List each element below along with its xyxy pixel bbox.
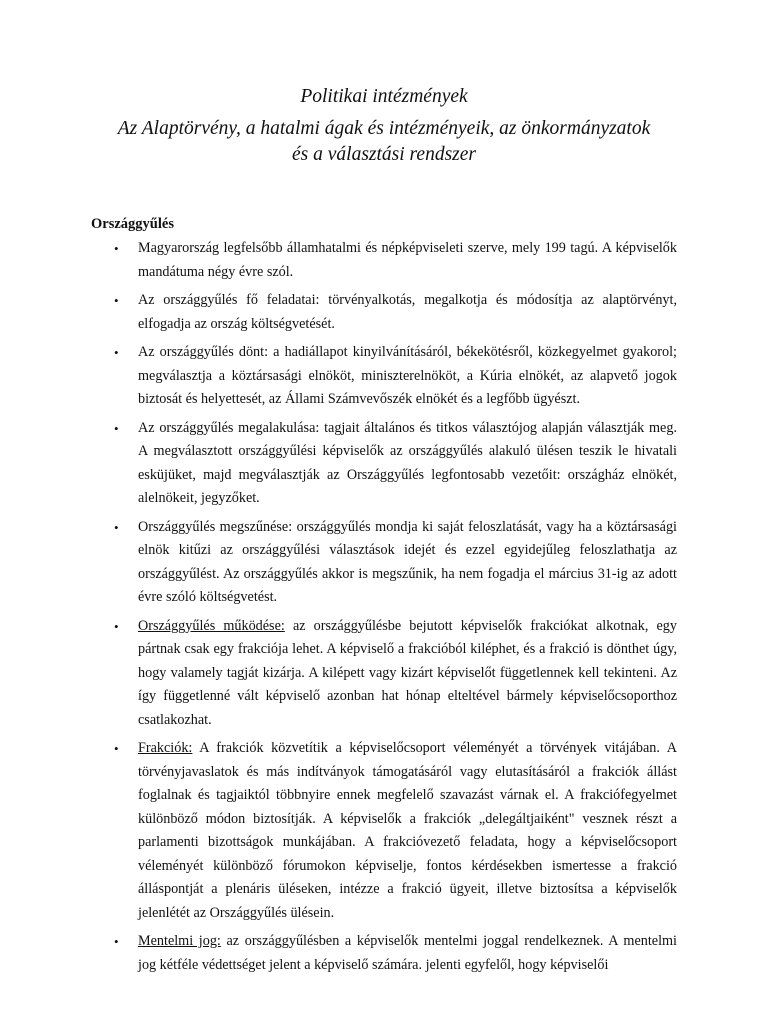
item-lead: Frakciók:: [138, 740, 193, 756]
list-item: [0, 930, 768, 977]
list-item-text: [138, 516, 677, 610]
bullet-icon: •: [114, 345, 119, 360]
bullet-icon: •: [114, 618, 119, 634]
list-item-text: [138, 341, 677, 412]
document-subtitle-line-1: Az Alaptörvény, a hatalmi ágak és intézményeik, az önkormányzatok: [117, 118, 651, 139]
item-body: Magyarország legfelsőbb államhatalmi és népképviseleti szerve, mely 199 tagú. A képviselők mandátuma négy évre szól.: [138, 240, 677, 280]
bullet-icon: •: [114, 519, 119, 535]
list-item: [0, 289, 768, 336]
item-lead: Országgyűlés működése:: [138, 617, 285, 634]
bullet-icon: •: [114, 293, 119, 308]
item-body: az országgyűlésbe bejutott képviselők frakciókat alkotnak, egy pártnak csak egy frakciója lehet. A képviselő a frakcióból kiléphet, és a frakció is dönthet úgy, hogy valamely tagját kizárja. A kilépett vagy kizárt képviselőt függetlennek kell tekinteni. Az így függetlenné vált képviselő azonban hat hónap elteltével bármely képviselőcsoporthoz csatlakozhat.: [138, 617, 677, 728]
list-item: [0, 237, 768, 284]
item-lead: Mentelmi jog:: [138, 933, 221, 949]
bullet-icon: •: [114, 241, 119, 256]
item-body: az országgyűlésben a képviselők mentelmi joggal rendelkeznek. A mentelmi jog kétféle védettséget jelent a képviselő számára. jelenti egyfelől, hogy képviselői: [138, 933, 677, 973]
document-subtitle-line-2: és a választási rendszer: [292, 144, 476, 165]
list-item: [0, 516, 768, 610]
list-item-text: [138, 615, 677, 733]
list-item-text: [138, 237, 677, 284]
list-item: [0, 615, 768, 733]
list-item-text: [138, 289, 677, 336]
item-body: A frakciók közvetítik a képviselőcsoport véleményét a törvények vitájában. A törvényjavaslatok és más indítványok támogatásáról vagy elutasításáról a frakciók állást foglalnak és tagjaiktól többnyire ennek megfelelő szavazást várnak el. A frakciófegyelmet különböző módon biztosítják. A képviselők a frakciók „delegáltjaiként" vesznek részt a parlamenti bizottságok munkájában. A frakcióvezető feladata, hogy a képviselőcsoport véleményét különböző fórumokon képviselje, fontos kérdésekben ismertesse a frakció álláspontját a plenáris üléseken, intézze a frakció ügyeit, illetve biztosítsa a képviselők jelenlétét az Országgyűlés ülésein.: [138, 740, 677, 921]
list-item: [0, 341, 768, 412]
list-item-text: [138, 737, 677, 925]
item-body: Az országgyűlés megalakulása: tagjait általános és titkos választójog alapján választják meg. A megválasztott országgyűlési képviselők az országgyűlés alakuló ülésen teszik le hivatali esküjüket, majd megválasztják az Országgyűlés legfontosabb vezetőit: országház elnökét, alelnökeit, jegyzőket.: [138, 419, 677, 506]
list-item-text: [138, 417, 677, 511]
bullet-icon: •: [114, 741, 119, 756]
bullet-list: [0, 237, 768, 982]
bullet-icon: •: [114, 934, 119, 949]
bullet-icon: •: [114, 420, 119, 436]
list-item: [0, 417, 768, 511]
list-item: [0, 737, 768, 925]
document-title: Politikai intézmények: [300, 86, 468, 107]
item-body: Az országgyűlés fő feladatai: törvényalkotás, megalkotja és módosítja az alaptörvényt, elfogadja az ország költségvetését.: [138, 292, 677, 332]
section-heading: Országgyűlés: [91, 216, 174, 232]
list-item-text: [138, 930, 677, 977]
item-body: Az országgyűlés dönt: a hadiállapot kinyilvánításáról, békekötésről, közkegyelmet gyakorol; megválasztja a köztársasági elnököt, miniszterelnököt, a Kúria elnökét, az alapvető jogok biztosát és helyettesét, az Állami Számvevőszék elnökét és a legfőbb ügyészt.: [138, 344, 677, 407]
item-body: Országgyűlés megszűnése: országgyűlés mondja ki saját feloszlatását, vagy ha a köztársasági elnök kitűzi az országgyűlési választások idejét és ezzel egyidejűleg feloszlathatja az országgyűlést. Az országgyűlés akkor is megszűnik, ha nem fogadja el március 31-ig az adott évre szóló költségvetést.: [138, 518, 677, 605]
document-title-block: [0, 84, 768, 168]
